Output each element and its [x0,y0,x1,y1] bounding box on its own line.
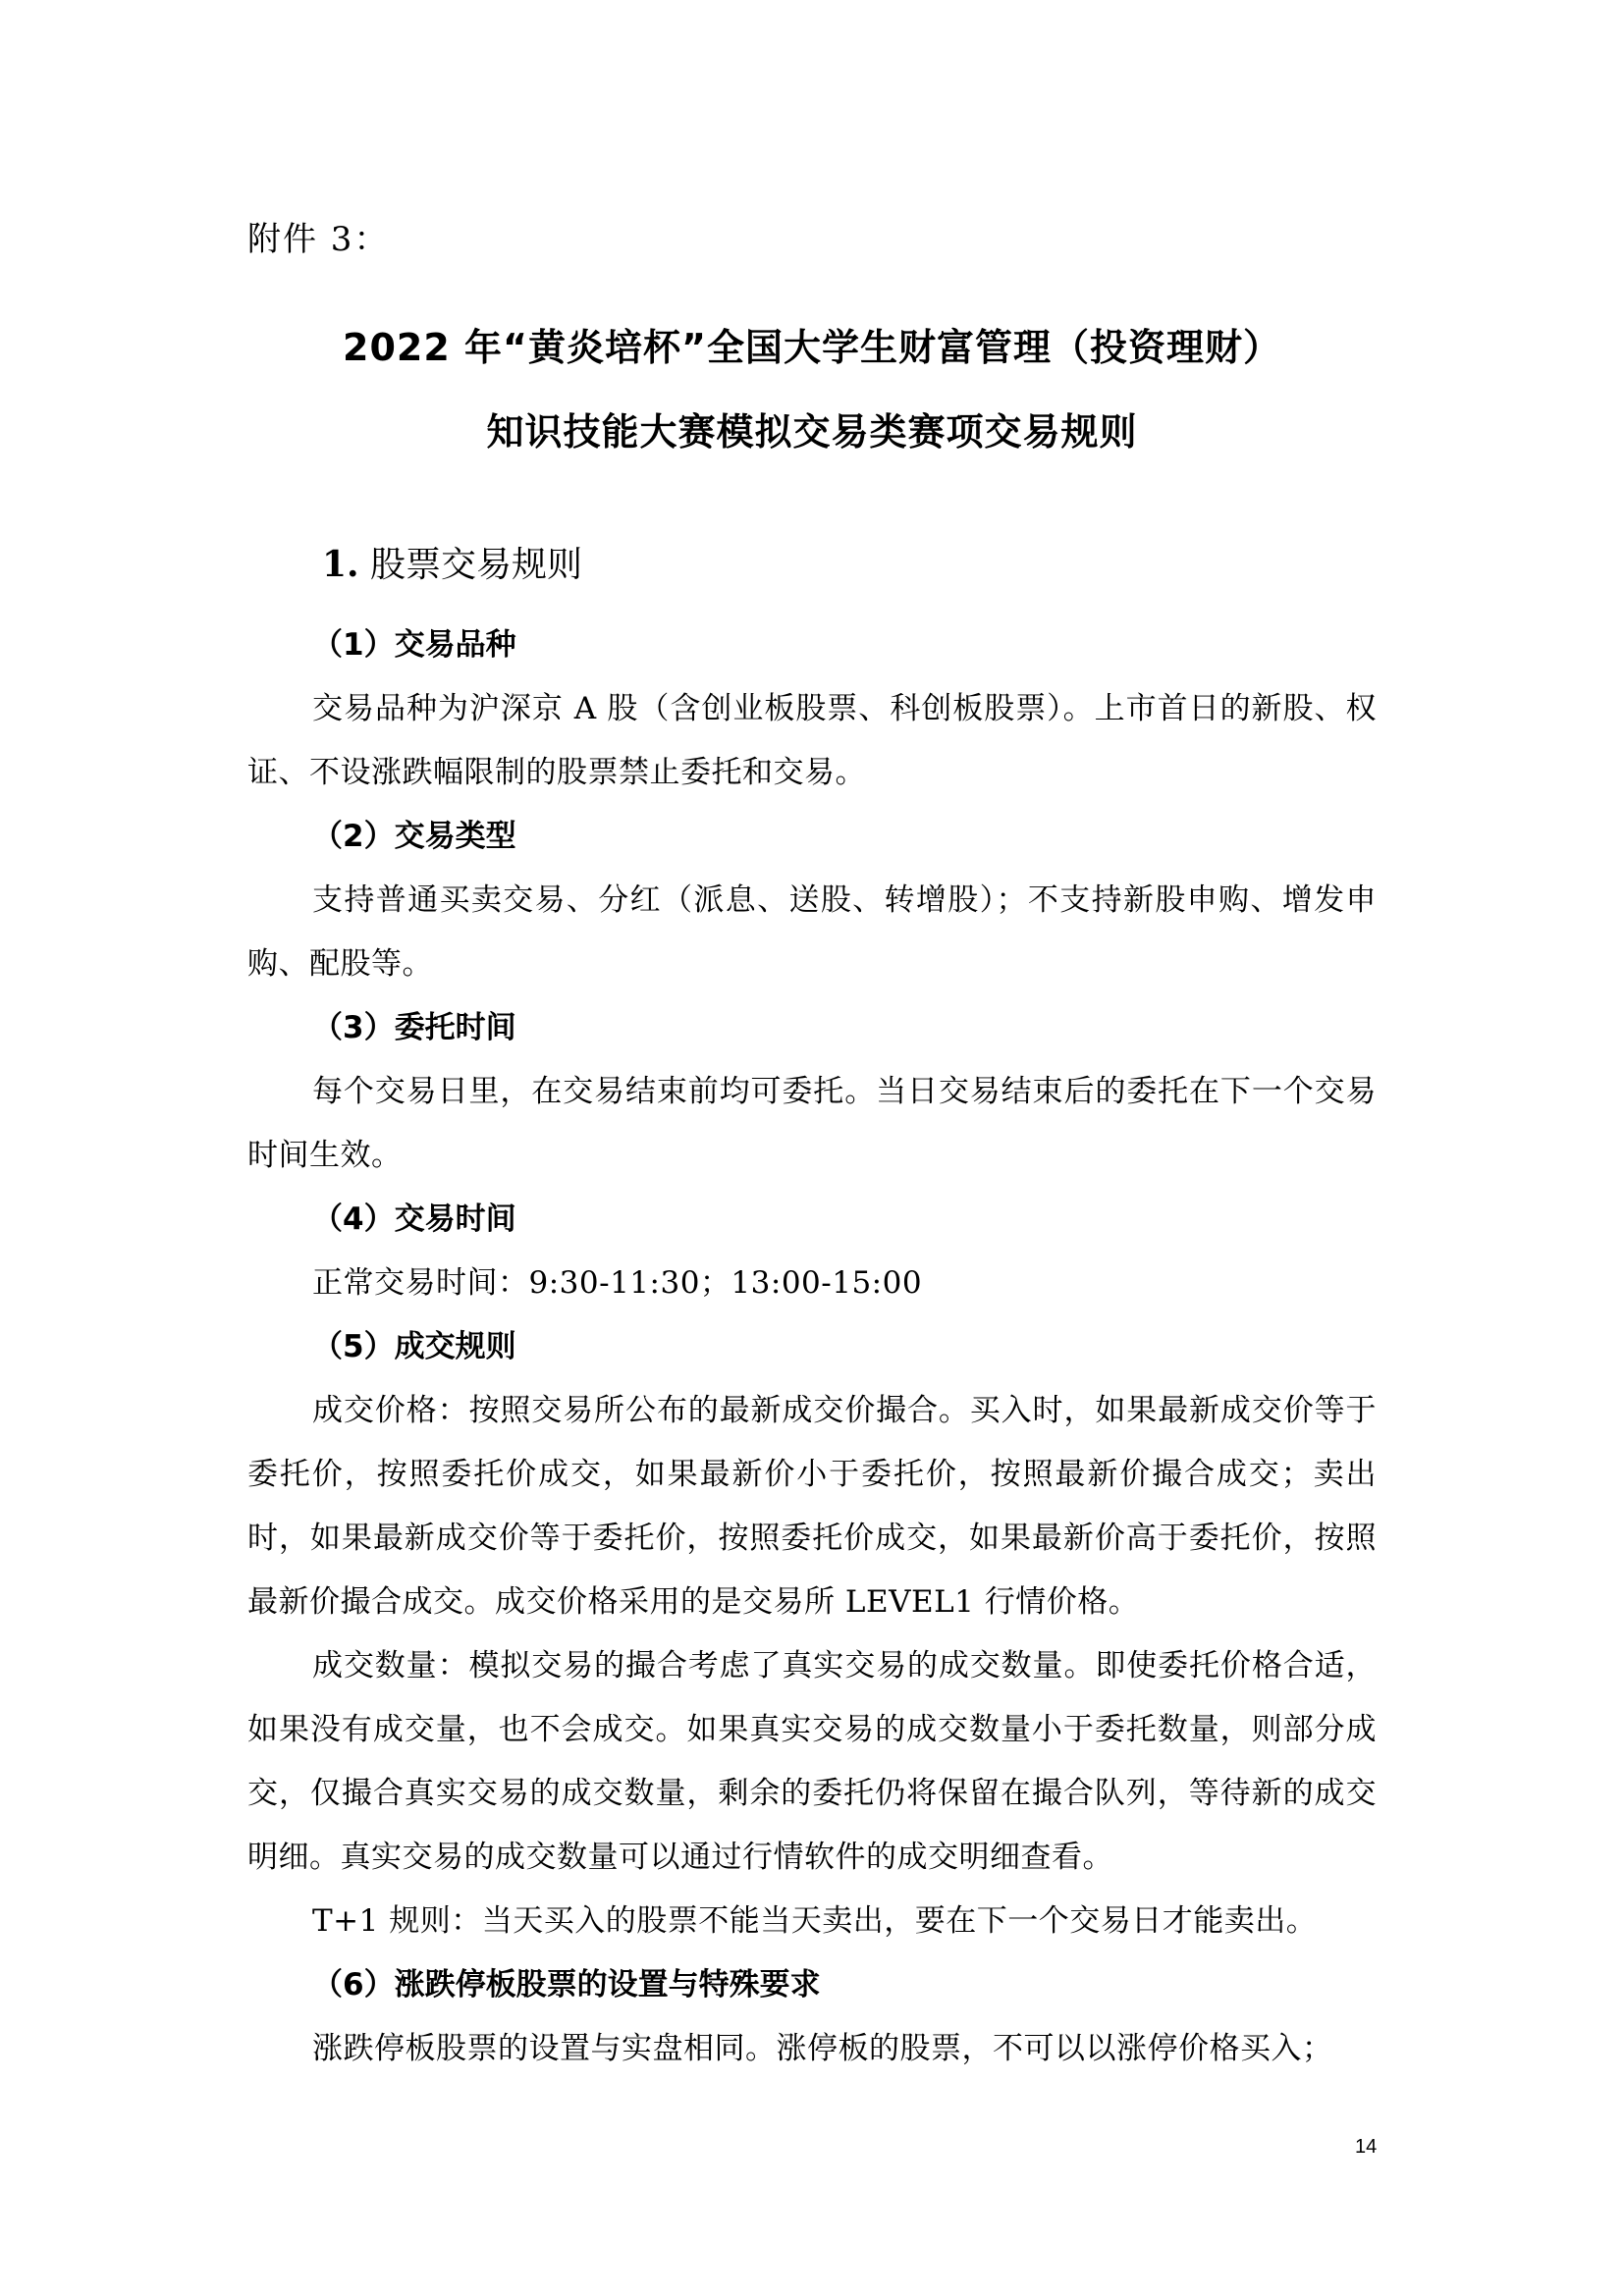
subsection [247,996,1377,1188]
page-number: 14 [1355,2136,1378,2158]
attachment-label: 附件 3： [247,220,390,259]
subsection-heading: （1）交易品种 [312,627,516,663]
document-title-line-2: 知识技能大赛模拟交易类赛项交易规则 [486,410,1138,454]
section-body [247,614,1377,2081]
subsection-heading: （6）涨跌停板股票的设置与特殊要求 [312,1967,821,2002]
subsection-heading: （5）成交规则 [312,1329,516,1364]
document-title-line-1: 2022 年“黄炎培杯”全国大学生财富管理（投资理财） [343,326,1281,369]
paragraph: 交易品种为沪深京 A 股（含创业板股票、科创板股票）。上市首日的新股、权证、不设涨跌幅限制的股票禁止委托和交易。 [247,691,1377,790]
subsection [247,1953,1377,2081]
subsection-heading: （2）交易类型 [312,819,516,854]
subsection-heading: （4）交易时间 [312,1201,516,1237]
paragraph: 每个交易日里，在交易结束前均可委托。当日交易结束后的委托在下一个交易时间生效。 [247,1074,1377,1173]
paragraph: 支持普通买卖交易、分红（派息、送股、转增股）；不支持新股申购、增发申购、配股等。 [247,882,1377,982]
subsection-heading: （3）委托时间 [312,1010,516,1045]
subsection [247,614,1377,805]
subsection [247,1315,1377,1953]
paragraph: 成交价格：按照交易所公布的最新成交价撮合。买入时，如果最新成交价等于委托价，按照委托价成交，如果最新价小于委托价，按照最新价撮合成交；卖出时，如果最新成交价等于委托价，按照委托价成交，如果最新价高于委托价，按照最新价撮合成交。成交价格采用的是交易所 LEVEL1 行情价格。 [247,1393,1377,1620]
section-title: 股票交易规则 [370,545,583,585]
paragraph: 正常交易时间：9:30-11:30；13:00-15:00 [312,1265,923,1301]
subsection [247,805,1377,996]
subsection [247,1188,1377,1315]
paragraph: 成交数量：模拟交易的撮合考虑了真实交易的成交数量。即使委托价格合适，如果没有成交量，也不会成交。如果真实交易的成交数量小于委托数量，则部分成交，仅撮合真实交易的成交数量，剩余的委托仍将保留在撮合队列，等待新的成交明细。真实交易的成交数量可以通过行情软件的成交明细查看。 [247,1648,1377,1875]
section-number: 1. [322,544,359,585]
section-heading [322,538,582,592]
paragraph: 涨跌停板股票的设置与实盘相同。涨停板的股票，不可以以涨停价格买入； [312,2031,1333,2066]
paragraph: T+1 规则：当天买入的股票不能当天卖出，要在下一个交易日才能卖出。 [312,1903,1318,1939]
